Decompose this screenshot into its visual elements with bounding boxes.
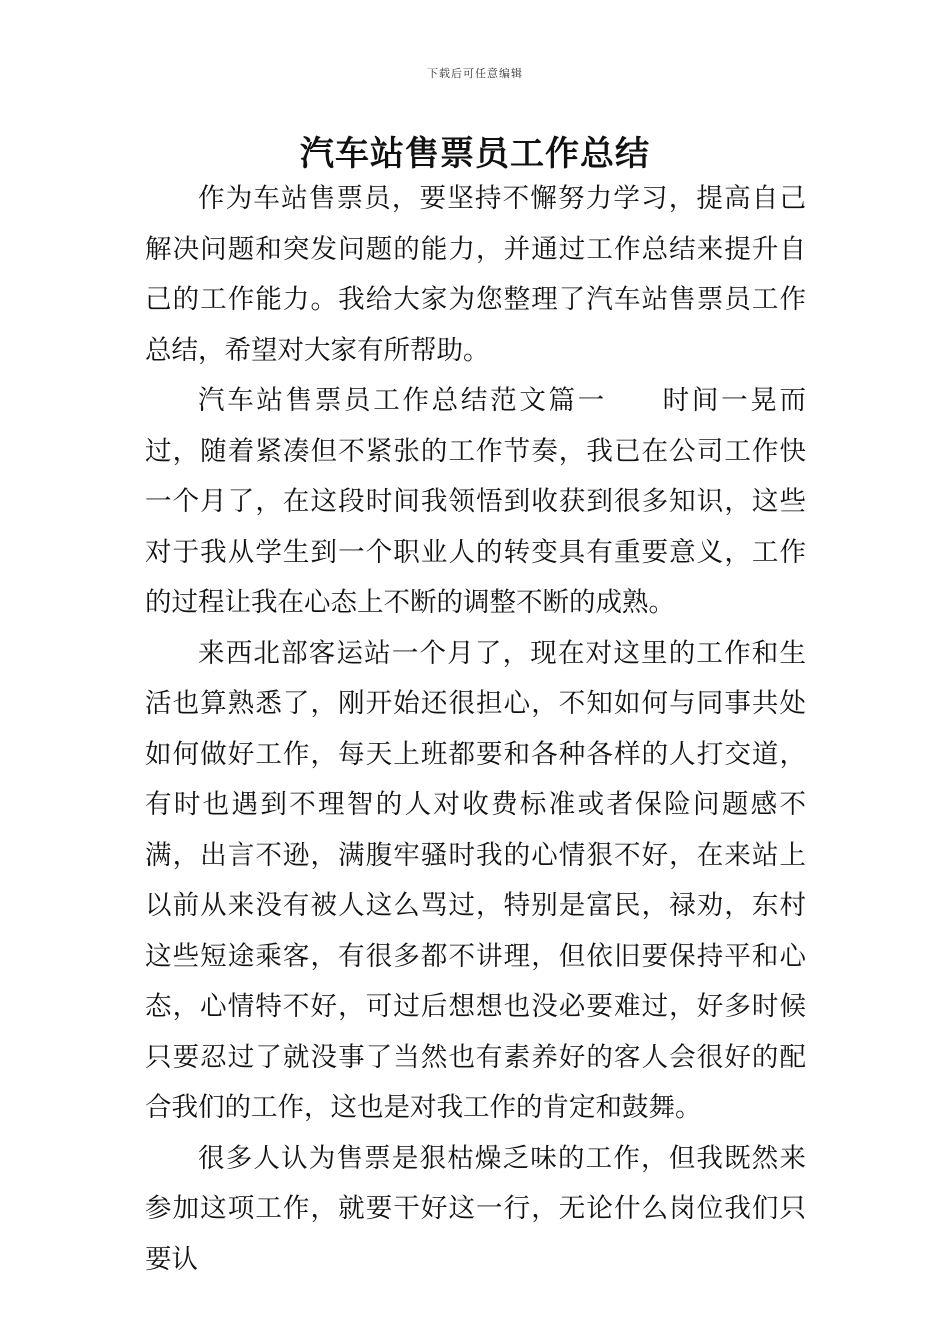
body-paragraph-2: 来西北部客运站一个月了，现在对这里的工作和生活也算熟悉了，刚开始还很担心，不知如何与同事共处如何做好工作，每天上班都要和各种各样的人打交道，有时也遇到不理智的人对收费标准或者保险问题感不满，出言不逊，满腹牢骚时我的心情狠不好，在来站上以前从来没有被人这么骂过，特别是富民，禄劝，东村这些短途乘客，有很多都不讲理，但依旧要保持平和心态，心情特不好，可过后想想也没必要难过，好多时候只要忍过了就没事了当然也有素养好的客人会很好的配合我们的工作，这也是对我工作的肯定和鼓舞。 xyxy=(145,637,806,1123)
header-note: 下载后可任意编辑 xyxy=(427,67,523,80)
section-heading: 汽车站售票员工作总结范文篇一 xyxy=(198,385,607,416)
document-body xyxy=(145,174,806,1285)
section-paragraph-1 xyxy=(145,376,806,629)
body-paragraph-3: 很多人认为售票是狠枯燥乏味的工作，但我既然来参加这项工作，就要干好这一行，无论什么岗位我们只要认 xyxy=(145,1142,806,1275)
paragraph-text-1: 时间一晃而过，随着紧凑但不紧张的工作节奏，我已在公司工作快一个月了，在这段时间我领悟到收获到很多知识，这些对于我从学生到一个职业人的转变具有重要意义，工作的过程让我在心态上不断的调整不断的成熟。 xyxy=(145,385,807,618)
intro-paragraph: 作为车站售票员，要坚持不懈努力学习，提高自己解决问题和突发问题的能力，并通过工作总结来提升自己的工作能力。我给大家为您整理了汽车站售票员工作总结，希望对大家有所帮助。 xyxy=(145,183,806,366)
document-title: 汽车站售票员工作总结 xyxy=(300,134,650,174)
